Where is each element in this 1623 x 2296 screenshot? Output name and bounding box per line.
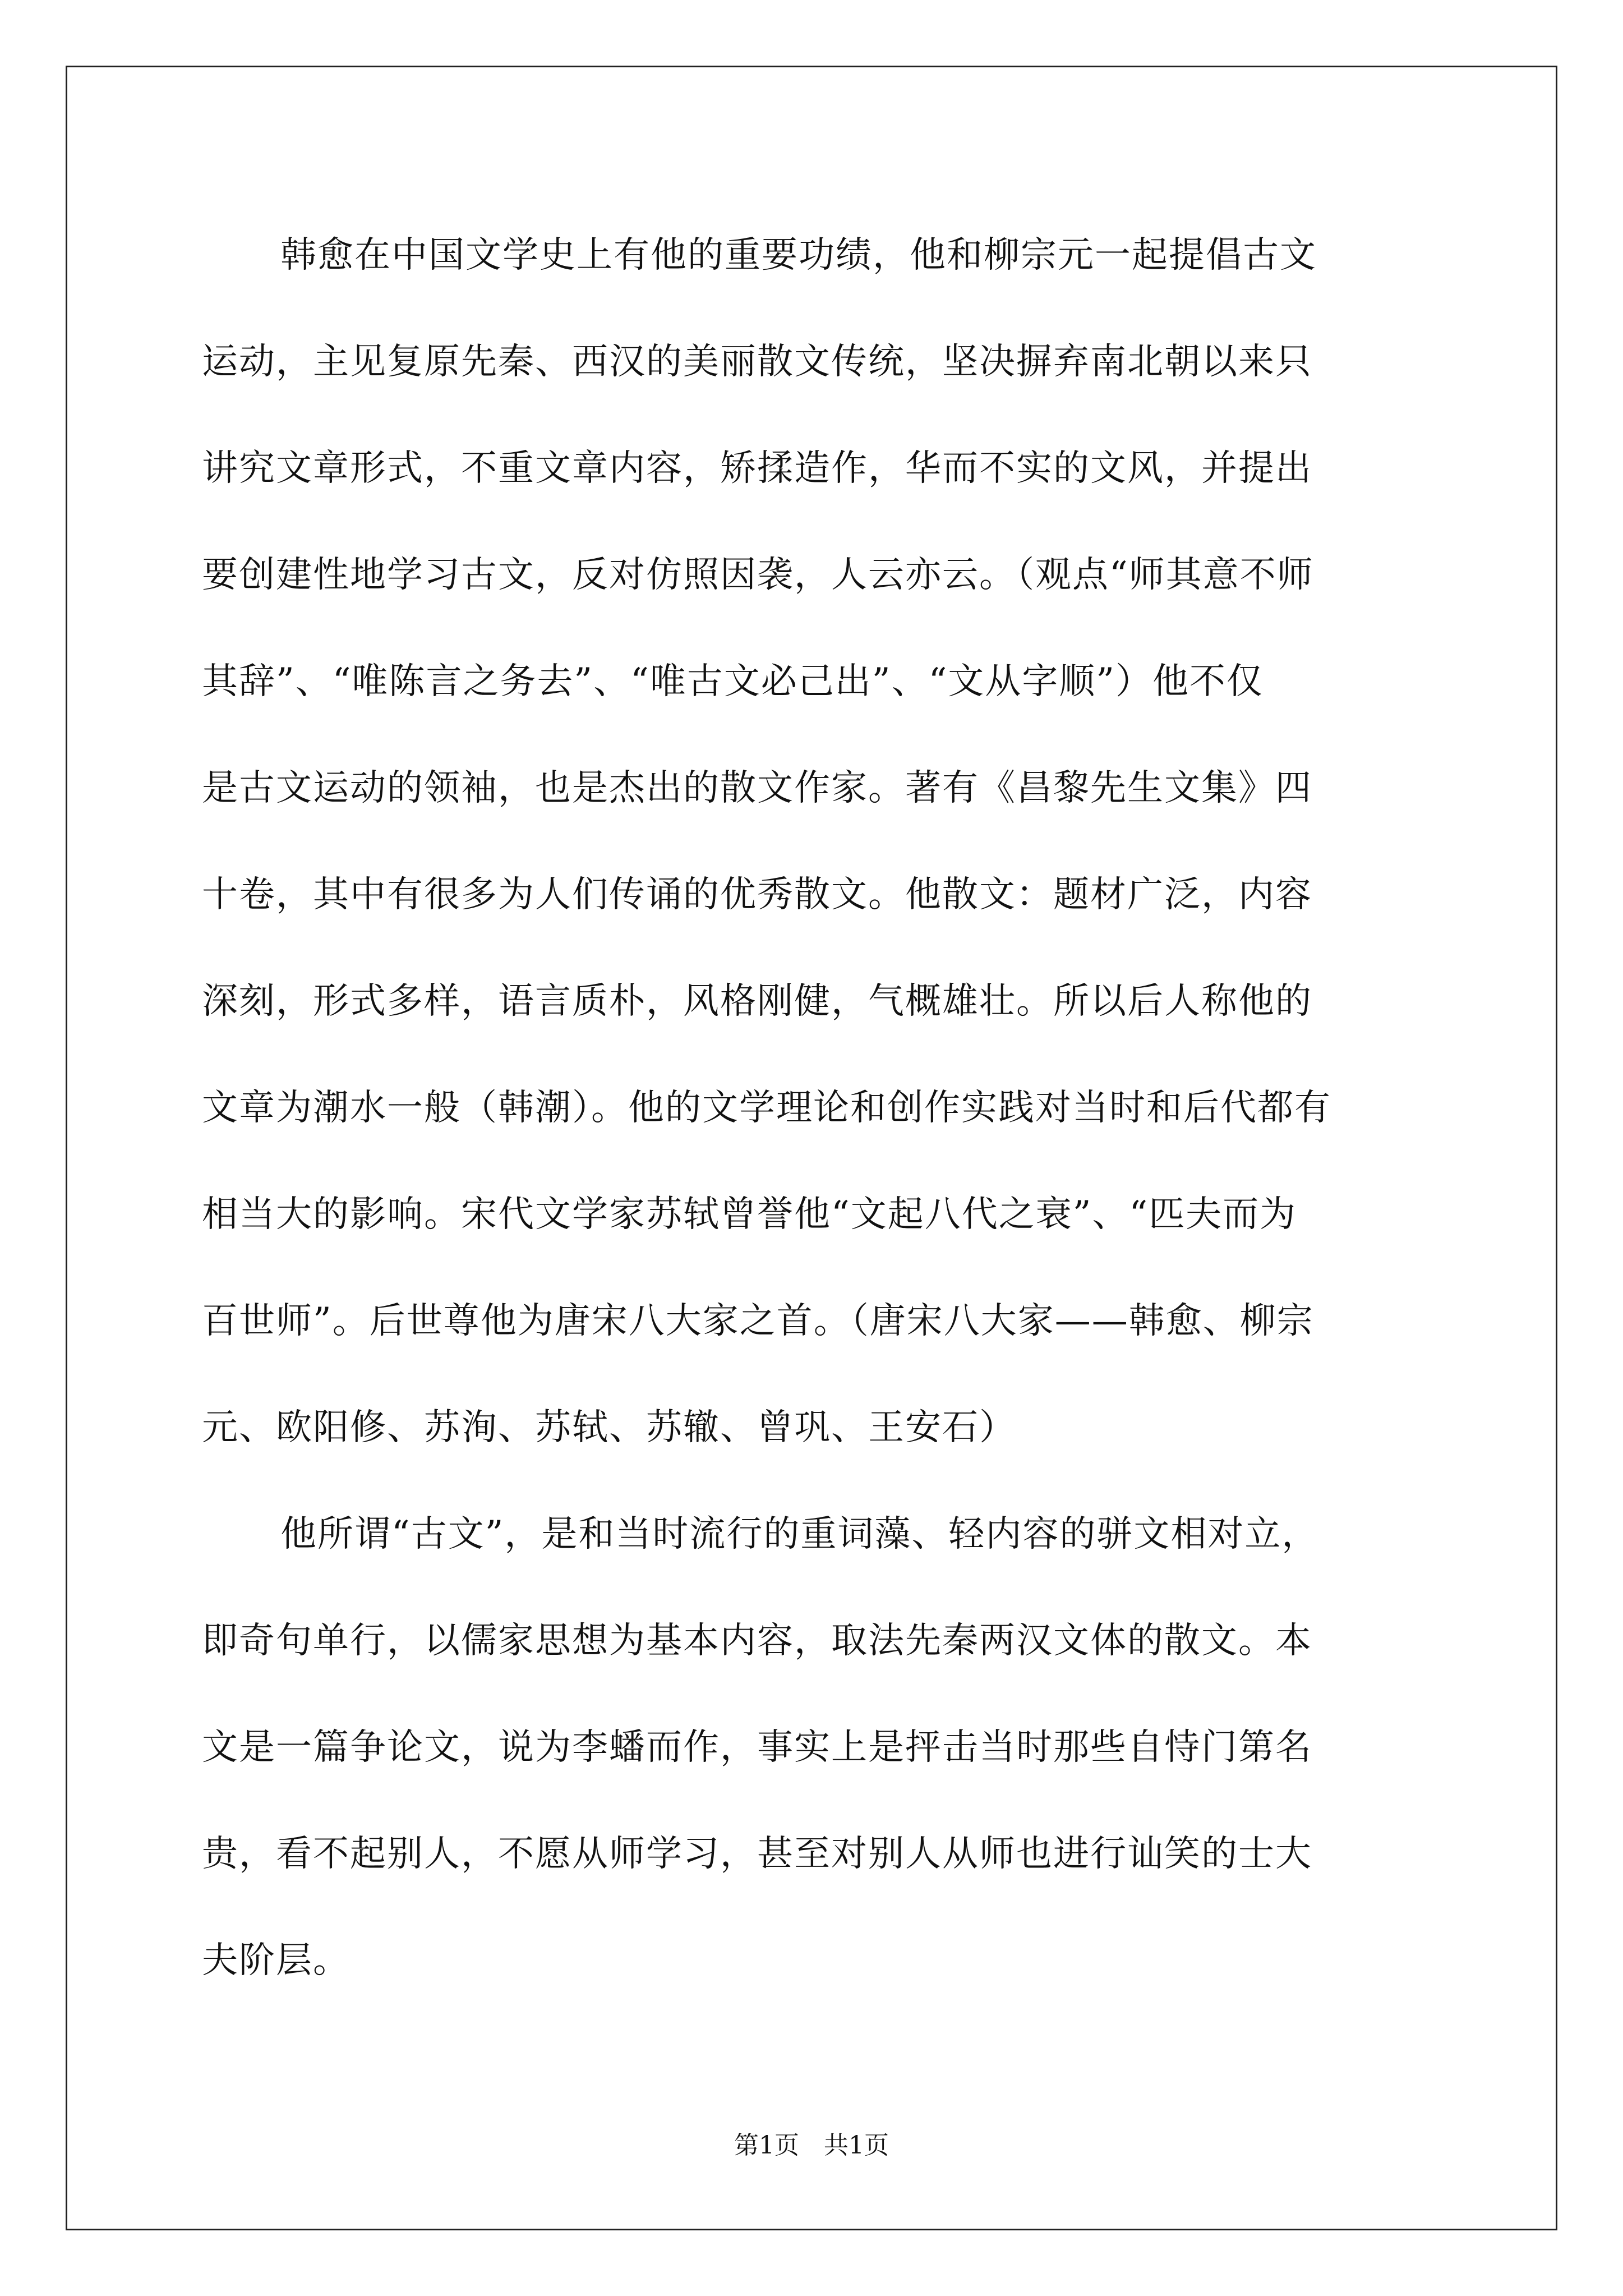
paragraph-2 xyxy=(202,1481,1436,2014)
text-line: 夫阶层。 xyxy=(202,1940,350,1981)
page-footer: 第1页 共1页 xyxy=(734,2131,889,2160)
text-line: 元、欧阳修、苏洵、苏轼、苏辙、曾巩、王安石） xyxy=(202,1407,1016,1448)
text-line: 其辞”、“唯陈言之务去”、“唯古文必己出”、“文从字顺”）他不仅 xyxy=(202,661,1264,702)
document-body xyxy=(202,202,1436,2014)
text-line: 韩愈在中国文学史上有他的重要功绩，他和柳宗元一起提倡古文 xyxy=(280,234,1317,276)
text-line: 文是一篇争论文，说为李蟠而作，事实上是抨击当时那些自恃门第名 xyxy=(202,1727,1312,1768)
text-line: 十卷，其中有很多为人们传诵的优秀散文。他散文：题材广泛，内容 xyxy=(202,874,1312,915)
text-line: 百世师”。后世尊他为唐宋八大家之首。（唐宋八大家——韩愈、柳宗 xyxy=(202,1300,1314,1342)
text-line: 文章为潮水一般（韩潮）。他的文学理论和创作实践对当时和后代都有 xyxy=(202,1087,1331,1129)
text-line: 相当大的影响。宋代文学家苏轼曾誉他“文起八代之衰”、“匹夫而为 xyxy=(202,1194,1297,1235)
text-line: 讲究文章形式，不重文章内容，矫揉造作，华而不实的文风，并提出 xyxy=(202,448,1312,489)
text-line: 他所谓“古文”，是和当时流行的重词藻、轻内容的骈文相对立， xyxy=(280,1513,1319,1555)
text-line: 要创建性地学习古文，反对仿照因袭，人云亦云。（观点“师其意不师 xyxy=(202,554,1314,596)
paragraph-1 xyxy=(202,202,1436,1481)
text-line: 运动，主见复原先秦、西汉的美丽散文传统，坚决摒弃南北朝以来只 xyxy=(202,341,1312,383)
text-line: 即奇句单行，以儒家思想为基本内容，取法先秦两汉文体的散文。本 xyxy=(202,1620,1312,1662)
text-line: 贵，看不起别人，不愿从师学习，甚至对别人从师也进行讪笑的士大 xyxy=(202,1833,1312,1875)
text-line: 是古文运动的领袖，也是杰出的散文作家。著有《昌黎先生文集》四 xyxy=(202,767,1312,809)
text-line: 深刻，形式多样，语言质朴，风格刚健，气概雄壮。所以后人称他的 xyxy=(202,981,1312,1022)
